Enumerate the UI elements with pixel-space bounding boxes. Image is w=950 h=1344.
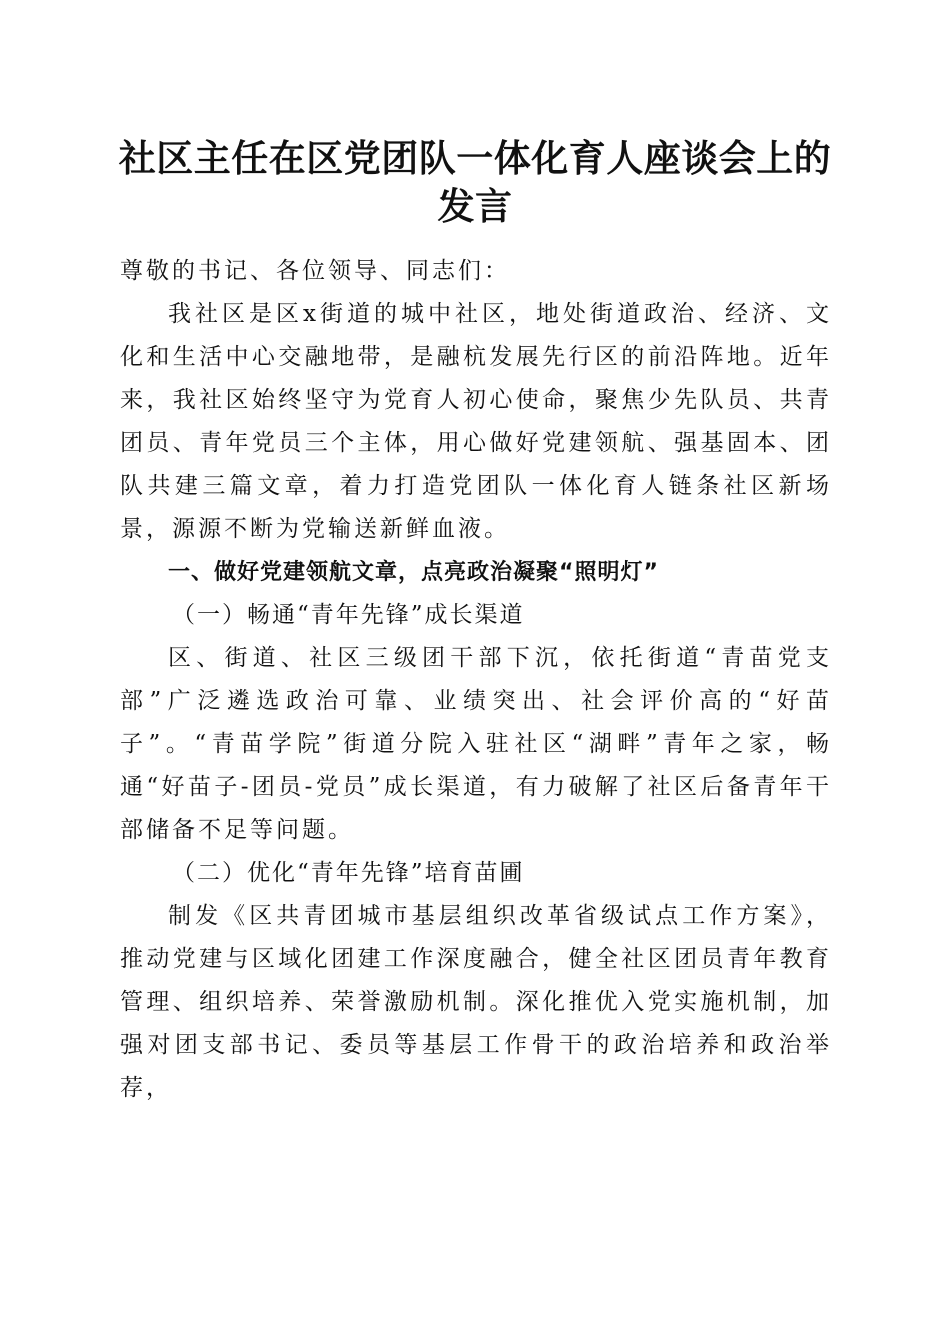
subsection-1-paragraph: 区、街道、社区三级团干部下沉，依托街道“青苗党支部”广泛遴选政治可靠、业绩突出、社会评价高的“好苗子”。“青苗学院”街道分院入驻社区“湖畔”青年之家，畅通“好苗子-团员-党员”成长渠道，有力破解了社区后备青年干部储备不足等问题。: [120, 645, 832, 843]
document-body: [120, 250, 832, 1110]
subsection-2-heading: （二）优化“青年先锋”培育苗圃: [172, 860, 525, 886]
salutation: 尊敬的书记、各位领导、同志们：: [120, 258, 510, 284]
subsection-2-paragraph: 制发《区共青团城市基层组织改革省级试点工作方案》，推动党建与区域化团建工作深度融合，健全社区团员青年教育管理、组织培养、荣誉激励机制。深化推优入党实施机制，加强对团支部书记、委员等基层工作骨干的政治培养和政治举荐，: [120, 903, 832, 1101]
intro-paragraph: 我社区是区x街道的城中社区，地处街道政治、经济、文化和生活中心交融地带，是融杭发展先行区的前沿阵地。近年来，我社区始终坚守为党育人初心使命，聚焦少先队员、共青团员、青年党员三个主体，用心做好党建领航、强基固本、团队共建三篇文章，着力打造党团队一体化育人链条社区新场景，源源不断为党输送新鲜血液。: [120, 301, 832, 542]
document-title: 社区主任在区党团队一体化育人座谈会上的发言: [118, 136, 832, 228]
section-1-heading: 一、做好党建领航文章，点亮政治凝聚“照明灯”: [168, 560, 659, 585]
subsection-1-heading: （一）畅通“青年先锋”成长渠道: [172, 602, 525, 628]
